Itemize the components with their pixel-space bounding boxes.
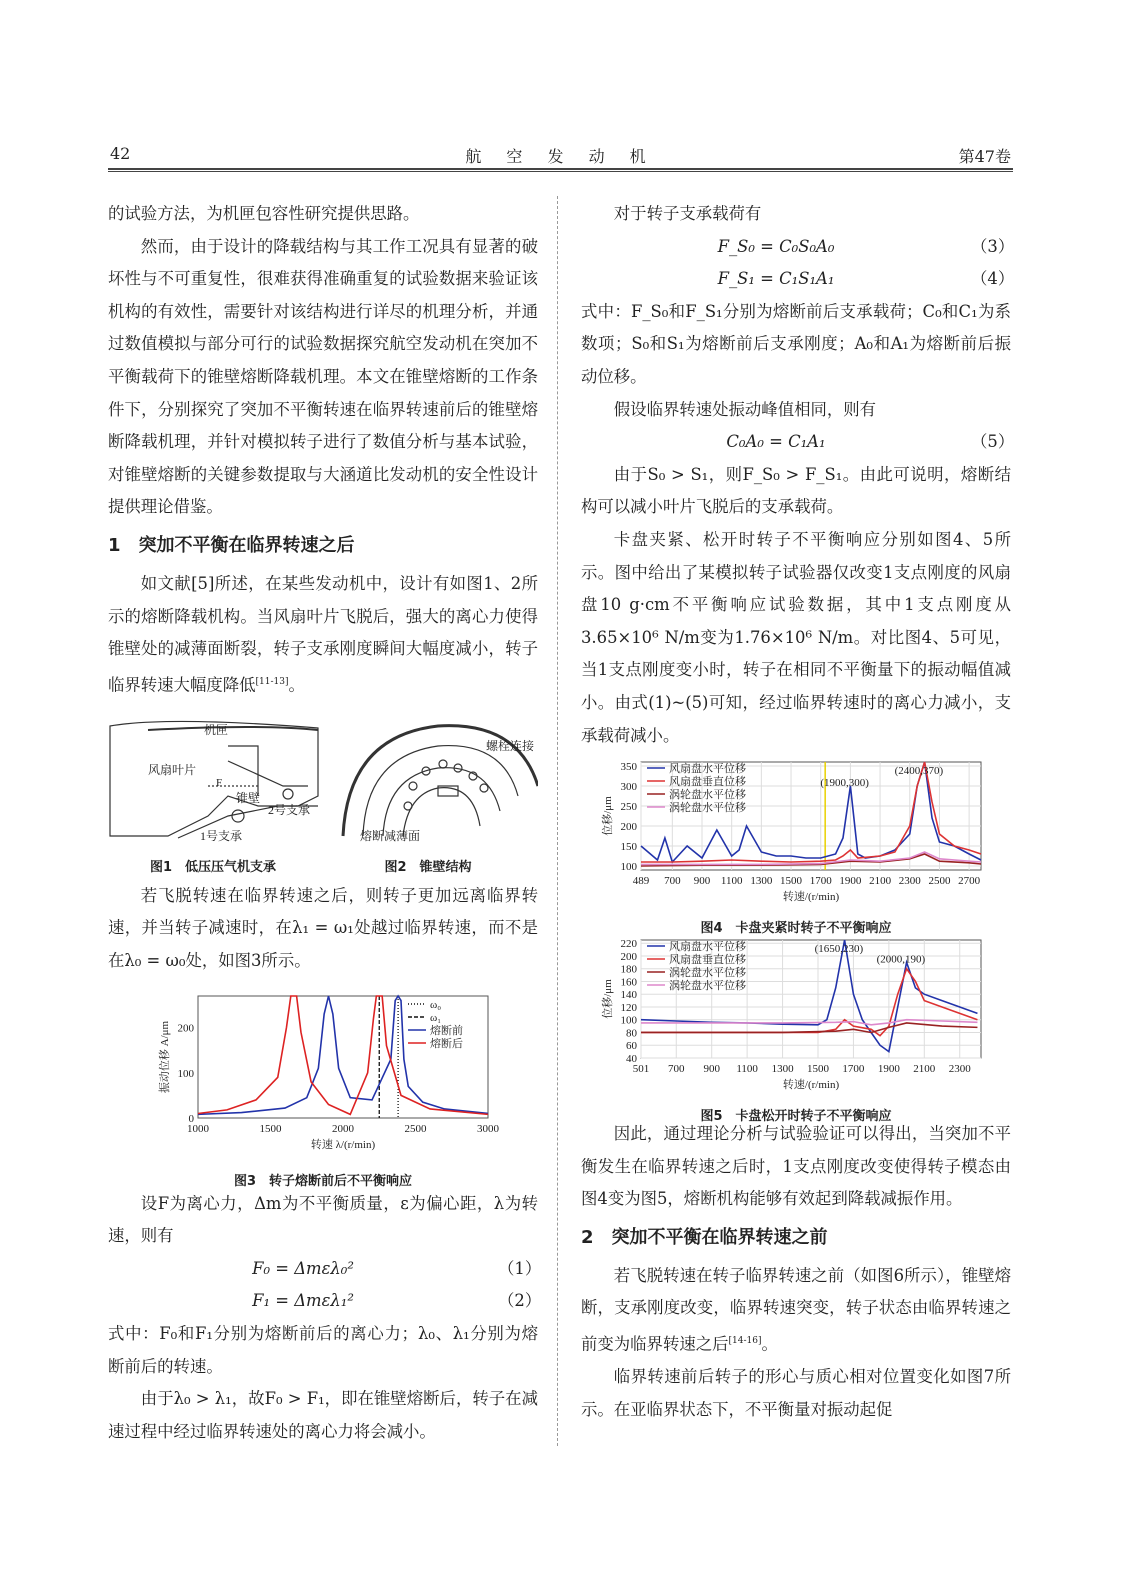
equation-number: （4） [971, 269, 1015, 289]
x-tick-label: 1500 [259, 1122, 282, 1135]
citation: [14-16] [728, 1336, 762, 1347]
paragraph [581, 1260, 1011, 1361]
x-tick-label: 1000 [187, 1122, 209, 1135]
x-tick-label: 2300 [898, 875, 921, 888]
y-tick-label: 200 [177, 1022, 194, 1035]
annotation: (1900,300) [820, 777, 869, 790]
paragraph: 卡盘夹紧、松开时转子不平衡响应分别如图4、5所示。图中给出了某模拟转子试验器仅改变1支点刚度的风扇盘10 g·cm不平衡响应试验数据，其中1支点刚度从3.65×10⁶ N/m变为1.76×10⁶ N/m。对比图4、5可见，当1支点刚度变小时，转子在相同不平衡量下的振动幅值减小。由式(1)~(5)可知，经过临界转速时的离心力减小，支承载荷减小。 [581, 529, 1011, 745]
x-tick-label: 2100 [913, 1063, 936, 1076]
fig1-label-cone-wall: 锥壁 [236, 790, 261, 805]
fig1-fig2-drawing [108, 716, 538, 846]
legend-label: 风扇盘垂直位移 [669, 954, 746, 967]
legend-label: 涡轮盘水平位移 [669, 789, 746, 802]
header-rule [108, 171, 1013, 172]
y-tick-label: 180 [620, 963, 637, 976]
paragraph: 临界转速前后转子的形心与质心相对位置变化如图7所示。在亚临界状态下，不平衡量对振动起促 [581, 1367, 1011, 1419]
fig2-label-thin-section: 熔断减薄面 [360, 828, 421, 843]
x-tick-label: 1100 [720, 875, 743, 888]
y-tick-label: 160 [620, 976, 637, 989]
x-tick-label: 501 [632, 1063, 650, 1076]
equation-number: （5） [971, 432, 1015, 452]
y-tick-label: 220 [620, 938, 637, 951]
x-tick-label: 1500 [806, 1063, 829, 1076]
paragraph: 的试验方法，为机匣包容性研究提供思路。 [108, 204, 420, 223]
equation-2 [108, 1285, 542, 1318]
page-number: 42 [110, 144, 131, 163]
equation-formula: C₀A₀ = C₁A₁ [726, 432, 826, 452]
figure-2-caption: 图2 锥壁结构 [384, 860, 472, 876]
paragraph: 由于λ₀ > λ₁，故F₀ > F₁，即在锥壁熔断后，转子在减速过程中经过临界转速处的离心力将会减小。 [108, 1389, 538, 1441]
legend-label: 涡轮盘水平位移 [669, 980, 746, 993]
x-tick-label: 1900 [877, 1063, 900, 1076]
equation-number: （2） [498, 1291, 542, 1311]
y-tick-label: 100 [620, 1014, 637, 1027]
volume-label: 第47卷 [958, 147, 1011, 166]
x-tick-label: 2300 [948, 1063, 971, 1076]
y-axis-label: 振动位移 A/μm [159, 1020, 171, 1093]
annotation: (1650,230) [814, 943, 864, 956]
x-axis-label: 转速 λ/(r/min) [310, 1138, 376, 1151]
series-line [198, 996, 488, 1114]
figure-4-chart [581, 758, 1011, 906]
y-axis-label: 位移/μm [602, 979, 614, 1019]
legend-label: 熔断后 [430, 1037, 463, 1050]
x-tick-label: 700 [664, 875, 681, 888]
x-tick-label: 700 [668, 1063, 685, 1076]
x-tick-label: 2500 [928, 875, 951, 888]
legend-label: 熔断前 [430, 1024, 463, 1037]
paragraph: 对于转子支承载荷有 [613, 204, 762, 223]
y-tick-label: 250 [620, 801, 637, 814]
x-tick-label: 1100 [736, 1063, 758, 1076]
legend-label: 涡轮盘水平位移 [669, 967, 746, 980]
annotation: (2400,370) [894, 765, 944, 778]
citation: [11-13] [255, 676, 289, 687]
right-column [581, 198, 1015, 1426]
plot-frame [198, 996, 488, 1118]
equation-formula: F₁ = Δmελ₁² [252, 1291, 354, 1311]
y-tick-label: 150 [620, 841, 637, 854]
legend-label: 风扇盘水平位移 [669, 941, 746, 954]
figure-5 [581, 936, 1011, 1124]
equation-3 [581, 231, 1015, 264]
x-axis-label: 转速/(r/min) [782, 1079, 840, 1092]
figure-5-chart [581, 936, 1011, 1094]
x-tick-label: 1900 [839, 875, 862, 888]
paragraph-end: 。 [288, 675, 305, 695]
y-tick-label: 120 [620, 1002, 637, 1015]
paragraph-text: 若飞脱转速在转子临界转速之前（如图6所示），锥壁熔断，支承刚度改变，临界转速突变，转子状态由临界转速之前变为临界转速之后 [581, 1265, 1011, 1354]
journal-title: 航 空 发 动 机 [465, 147, 656, 166]
x-axis-label: 转速/(r/min) [782, 891, 840, 904]
x-tick-label: 2100 [869, 875, 892, 888]
series-line [198, 996, 488, 1114]
x-tick-label: 1300 [771, 1063, 794, 1076]
figure-4 [581, 758, 1011, 936]
legend-label: 风扇盘水平位移 [669, 763, 746, 776]
y-tick-label: 100 [177, 1067, 194, 1080]
y-tick-label: 300 [620, 781, 637, 794]
x-tick-label: 2700 [958, 875, 981, 888]
page-header [108, 140, 1013, 170]
y-tick-label: 140 [620, 989, 637, 1002]
equation-5 [581, 426, 1015, 459]
figure-1-2 [108, 716, 538, 874]
y-tick-label: 0 [188, 1112, 194, 1125]
fig1-label-force: F [216, 776, 223, 789]
paragraph [108, 568, 538, 702]
x-tick-label: 3000 [477, 1122, 499, 1135]
fig1-label-bearing-1: 1号支承 [200, 828, 243, 843]
fig1-label-fan-blade: 风扇叶片 [148, 762, 197, 777]
y-tick-label: 40 [626, 1053, 637, 1066]
y-tick-label: 200 [620, 821, 637, 834]
figure-4-caption: 图4 卡盘夹紧时转子不平衡响应 [700, 920, 892, 936]
x-tick-label: 1500 [780, 875, 803, 888]
figure-5-caption: 图5 卡盘松开时转子不平衡响应 [700, 1108, 892, 1124]
equation-number: （3） [971, 236, 1015, 256]
y-axis-label: 位移/μm [602, 796, 614, 836]
y-tick-label: 60 [626, 1040, 637, 1053]
paragraph: 然而，由于设计的降载结构与其工作工况具有显著的破坏性与不可重复性，很难获得准确重复的试验数据来验证该机构的有效性，需要针对该结构进行详尽的机理分析，并通过数值模拟与部分可行的试验数据探究航空发动机在突加不平衡载荷下的锥壁熔断降载机理。本文在锥壁熔断的工作条件下，分别探究了突加不平衡转速在临界转速前后的锥壁熔断降载机理，并针对模拟转子进行了数值分析与基本试验，对锥壁熔断的关键参数提取与大涵道比发动机的安全性设计提供理论借鉴。 [108, 236, 538, 517]
section-heading: 1 突加不平衡在临界转速之后 [108, 534, 355, 556]
x-tick-label: 2500 [404, 1122, 427, 1135]
section-heading: 2 突加不平衡在临界转速之前 [581, 1226, 828, 1248]
x-tick-label: 1700 [842, 1063, 865, 1076]
equation-formula: F_S₁ = C₁S₁A₁ [717, 269, 835, 289]
paragraph-end: 。 [761, 1334, 778, 1354]
x-tick-label: 900 [693, 875, 711, 888]
legend-label: ω₁ [430, 1011, 442, 1024]
equation-formula: F_S₀ = C₀S₀A₀ [717, 236, 835, 256]
x-tick-label: 1700 [809, 875, 832, 888]
paragraph-text: 如文献[5]所述，在某些发动机中，设计有如图1、2所示的熔断降载机构。当风扇叶片飞脱后，强大的离心力使得锥壁处的减薄面断裂，转子支承刚度瞬间大幅度减小，转子临界转速大幅度降低 [108, 573, 538, 695]
y-tick-label: 80 [626, 1027, 637, 1040]
equation-formula: F₀ = Δmελ₀² [252, 1258, 354, 1278]
equation-1 [108, 1253, 542, 1286]
y-tick-label: 100 [620, 861, 637, 874]
paragraph: 假设临界转速处振动峰值相同，则有 [613, 399, 877, 419]
y-tick-label: 350 [620, 761, 637, 774]
legend-label: 风扇盘垂直位移 [669, 776, 746, 789]
x-tick-label: 2000 [332, 1122, 354, 1135]
paragraph: 式中：F_S₀和F_S₁分别为熔断前后支承载荷；C₀和C₁为系数项；S₀和S₁为熔断前后支承刚度；A₀和A₁为熔断前后振动位移。 [581, 301, 1011, 386]
x-tick-label: 1300 [750, 875, 773, 888]
figure-1-drawing [110, 721, 318, 838]
figure-1-caption: 图1 低压压气机支承 [149, 860, 277, 876]
paragraph: 设F为离心力，Δm为不平衡质量，ε为偏心距，λ为转速，则有 [108, 1193, 538, 1246]
paragraph: 因此，通过理论分析与试验验证可以得出，当突加不平衡发生在临界转速之后时，1支点刚度改变使得转子模态由图4变为图5，熔断机构能够有效起到降载减振作用。 [581, 1124, 1011, 1209]
fig2-label-bolt: 螺栓连接 [486, 738, 535, 753]
x-tick-label: 489 [632, 875, 650, 888]
column-divider [557, 196, 558, 1446]
y-tick-label: 200 [620, 951, 637, 964]
paragraph: 由于S₀ > S₁，则F_S₀ > F_S₁。由此可说明，熔断结构可以减小叶片飞脱后的支承载荷。 [581, 464, 1011, 517]
equation-number: （1） [498, 1258, 542, 1278]
equation-4 [581, 263, 1015, 296]
fig1-label-bearing-2: 2号支承 [268, 802, 311, 817]
figure-3-caption: 图3 转子熔断前后不平衡响应 [233, 1174, 413, 1190]
x-tick-label: 900 [703, 1063, 720, 1076]
figure-3-chart [108, 988, 538, 1160]
paragraph: 若飞脱转速在临界转速之后，则转子更加远离临界转速，并当转子减速时，在λ₁ = ω₁处越过临界转速，而不是在λ₀ = ω₀处，如图3所示。 [108, 885, 538, 970]
left-column [108, 198, 542, 1448]
annotation: (2000,190) [876, 953, 926, 966]
fig1-label-casing: 机匣 [204, 722, 229, 737]
legend-label: ω₀ [430, 998, 442, 1011]
paragraph: 式中：F₀和F₁分别为熔断前后的离心力；λ₀、λ₁分别为熔断前后的转速。 [108, 1323, 538, 1376]
legend-label: 涡轮盘水平位移 [669, 802, 746, 815]
figure-3 [108, 988, 538, 1190]
